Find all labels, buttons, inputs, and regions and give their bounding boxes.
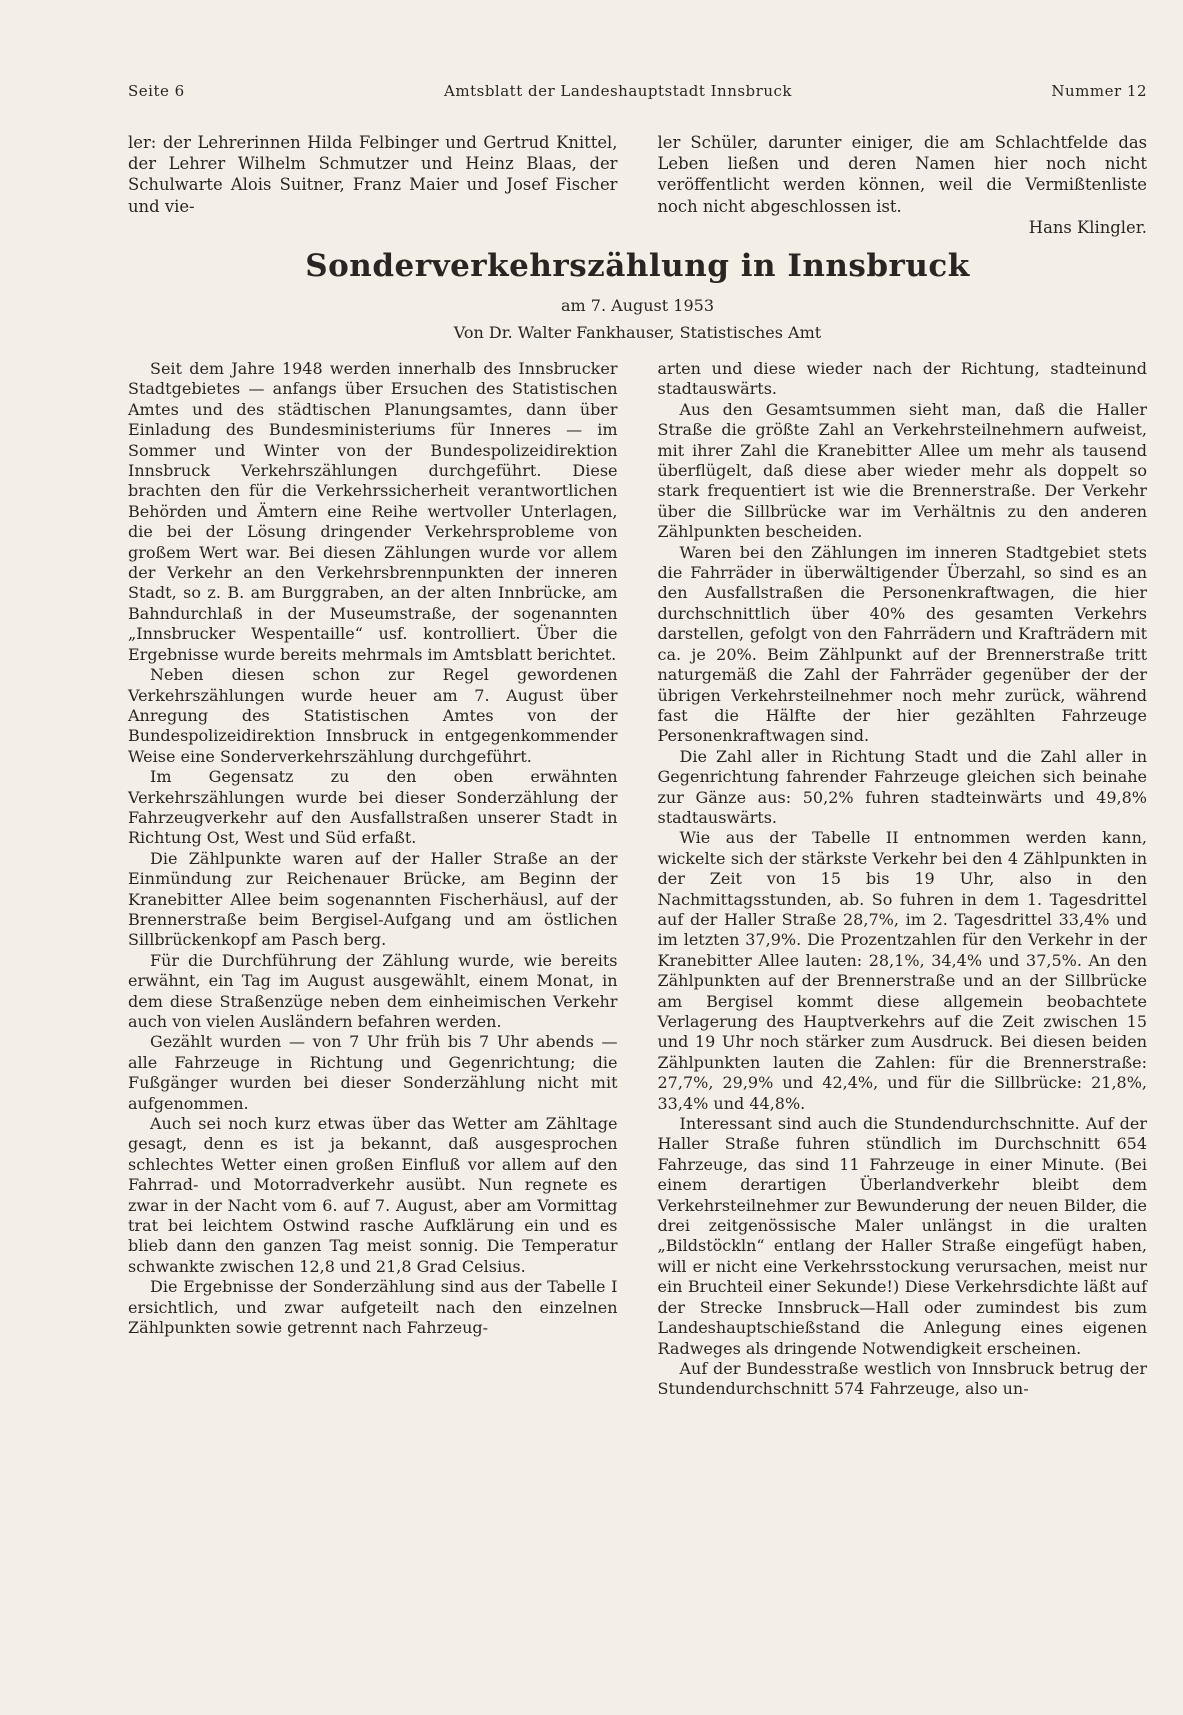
- article-byline: Von Dr. Walter Fankhauser, Statistisches Amt: [453, 323, 822, 342]
- continued-right-text: ler Schüler, darunter einiger, die am Schlachtfelde das Leben ließen und deren Namen hier noch nicht veröffentlicht werden können, weil die Vermißtenliste noch nicht abgeschlossen ist. Hans Klingler.: [657, 133, 1147, 237]
- continued-left-text: ler: der Lehrerinnen Hilda Felbinger und Gertrud Knittel, der Lehrer Wilhelm Schmutzer und Heinz Blaas, der Schulwarte Alois Suitner, Franz Maier und Josef Fischer und vie-: [128, 133, 618, 216]
- article-right-column: [658, 359, 1148, 1400]
- paragraph: Die Zahl aller in Richtung Stadt und die Zahl aller in Gegenrichtung fahrender Fahrzeuge gleichen sich beinahe zur Gänze aus: 50,2% fuhren stadteinwärts und 49,8% stadtauswärts.: [657, 746, 1147, 827]
- article-left-column: [128, 359, 618, 1400]
- paragraph: Waren bei den Zählungen im inneren Stadtgebiet stets die Fahrräder in überwältigender Überzahl, so sind es an den Ausfallstraßen die Personenkraftwagen, die hier durchschnittlich über 40% des gesamten Verkehrs darstellen, gefolgt von den Fahrrädern und Krafträdern mit ca. je 20%. Beim Zählpunkt auf der Brennerstraße tritt naturgemäß die Zahl der Fahrräder gegenüber der der übrigen Verkehrsteilnehmer noch mehr zurück, während fast die Hälfte der hier gezählten Fahrzeuge Personenkraftwagen sind.: [657, 542, 1147, 746]
- continued-article: [128, 132, 1147, 238]
- paragraph: Im Gegensatz zu den oben erwähnten Verkehrszählungen wurde bei dieser Sonderzählung der Fahrzeugverkehr auf den Ausfallstraßen unserer Stadt in Richtung Ost, West und Süd erfaßt.: [128, 767, 618, 848]
- author-signature: Hans Klingler.: [1028, 217, 1147, 237]
- issue-number: Nummer 12: [1051, 82, 1147, 100]
- paragraph: Gezählt wurden — von 7 Uhr früh bis 7 Uhr abends — alle Fahrzeuge in Richtung und Gegenrichtung; die Fußgänger wurden bei dieser Sonderzählung nicht mit aufgenommen.: [128, 1032, 618, 1113]
- continued-left-column: [128, 132, 618, 238]
- article-headline: Sonderverkehrszählung in Innsbruck: [305, 248, 970, 284]
- running-header: [128, 82, 1147, 100]
- paragraph: Für die Durchführung der Zählung wurde, wie bereits erwähnt, ein Tag im August ausgewählt, einem Monat, in dem diese Straßenzüge neben dem einheimischen Verkehr auch von vielen Ausländern befahren werden.: [128, 950, 618, 1031]
- article-date: am 7. August 1953: [561, 296, 714, 315]
- page-number: Seite 6: [128, 82, 185, 100]
- publication-title: Amtsblatt der Landeshauptstadt Innsbruck: [444, 82, 792, 100]
- paragraph: Seit dem Jahre 1948 werden innerhalb des Innsbrucker Stadtgebietes — anfangs über Ersuchen des Statistischen Amtes und des städtischen Planungsamtes, dann über Einladung des Bundesministeriums für Inneres — im Sommer und Winter von der Bundespolizeidirektion Innsbruck Verkehrszählungen durchgeführt. Diese brachten den für die Verkehrssicherheit verantwortlichen Behörden und Ämtern eine Reihe wertvoller Unterlagen, die bei der Lösung dringender Verkehrsprobleme von großem Wert war. Bei diesen Zählungen wurde vor allem der Verkehr an den Verkehrsbrennpunkten der inneren Stadt, so z. B. am Burggraben, an der alten Innbrücke, am Bahndurchlaß in der Museumstraße, der sogenannten „Innsbrucker Wespentaille“ usf. kontrolliert. Über die Ergebnisse wurde bereits mehrmals im Amtsblatt berichtet.: [128, 359, 618, 664]
- continued-right-column: [658, 132, 1148, 238]
- article-body: [128, 359, 1147, 1400]
- paragraph: Neben diesen schon zur Regel gewordenen Verkehrszählungen wurde heuer am 7. August über Anregung des Statistischen Amtes von der Bundespolizeidirektion Innsbruck in entgegenkommender Weise eine Sonderverkehrszählung durchgeführt.: [128, 665, 618, 766]
- paragraph: arten und diese wieder nach der Richtung, stadteinund stadtauswärts.: [657, 359, 1147, 399]
- paragraph: Auch sei noch kurz etwas über das Wetter am Zähltage gesagt, denn es ist ja bekannt, daß ausgesprochen schlechtes Wetter einen großen Einfluß vor allem auf den Fahrrad- und Motorradverkehr ausübt. Nun regnete es zwar in der Nacht vom 6. auf 7. August, aber am Vormittag trat bei leichtem Ostwind rasche Aufklärung ein und es blieb dann den ganzen Tag meist sonnig. Die Temperatur schwankte zwischen 12,8 und 21,8 Grad Celsius.: [128, 1114, 618, 1276]
- paragraph: Die Ergebnisse der Sonderzählung sind aus der Tabelle I ersichtlich, und zwar aufgeteilt nach den einzelnen Zählpunkten sowie getrennt nach Fahrzeug-: [128, 1277, 618, 1338]
- paragraph: Die Zählpunkte waren auf der Haller Straße an der Einmündung zur Reichenauer Brücke, am Beginn der Kranebitter Allee beim sogenannten Fischerhäusl, auf der Brennerstraße beim Bergisel-Aufgang und am östlichen Sillbrückenkopf am Pasch berg.: [128, 848, 618, 950]
- paragraph: Interessant sind auch die Stundendurchschnitte. Auf der Haller Straße fuhren stündlich im Durchschnitt 654 Fahrzeuge, das sind 11 Fahrzeuge in einer Minute. (Bei einem derartigen Überlandverkehr bleibt dem Verkehrsteilnehmer zur Bewunderung der neuen Bilder, die drei zeitgenössische Maler unlängst in die uralten „Bildstöckln“ entlang der Haller Straße eingefügt haben, will er nicht eine Verkehrsstockung verursachen, meist nur ein Bruchteil einer Sekunde!) Diese Verkehrsdichte läßt auf der Strecke Innsbruck—Hall oder zumindest bis zum Landeshauptschießstand die Anlegung eines eigenen Radweges als dringende Notwendigkeit erscheinen.: [657, 1114, 1147, 1358]
- paragraph: Aus den Gesamtsummen sieht man, daß die Haller Straße die größte Zahl an Verkehrsteilnehmern aufweist, mit ihrer Zahl die Kranebitter Allee um mehr als tausend überflügelt, daß diese aber wieder mehr als doppelt so stark frequentiert ist wie die Brennerstraße. Der Verkehr über die Sillbrücke war im Verhältnis zu den anderen Zählpunkten bescheiden.: [657, 399, 1147, 542]
- paragraph: Auf der Bundesstraße westlich von Innsbruck betrug der Stundendurchschnitt 574 Fahrzeuge, also un-: [657, 1358, 1147, 1399]
- paragraph: Wie aus der Tabelle II entnommen werden kann, wickelte sich der stärkste Verkehr bei den 4 Zählpunkten in der Zeit von 15 bis 19 Uhr, also in den Nachmittagsstunden, ab. So fuhren in dem 1. Tagesdrittel auf der Haller Straße 28,7%, im 2. Tagesdrittel 33,4% und im letzten 37,9%. Die Prozentzahlen für den Verkehr in der Kranebitter Allee lauten: 28,1%, 34,4% und 37,5%. An den Zählpunkten auf der Brennerstraße und an der Sillbrücke am Bergisel kommt diese allgemein beobachtete Verlagerung des Hauptverkehrs auf die Zeit zwischen 15 und 19 Uhr noch stärker zum Ausdruck. Bei diesen beiden Zählpunkten lauten die Zahlen: für die Brennerstraße: 27,7%, 29,9% und 42,4%, und für die Sillbrücke: 21,8%, 33,4% und 44,8%.: [657, 828, 1147, 1113]
